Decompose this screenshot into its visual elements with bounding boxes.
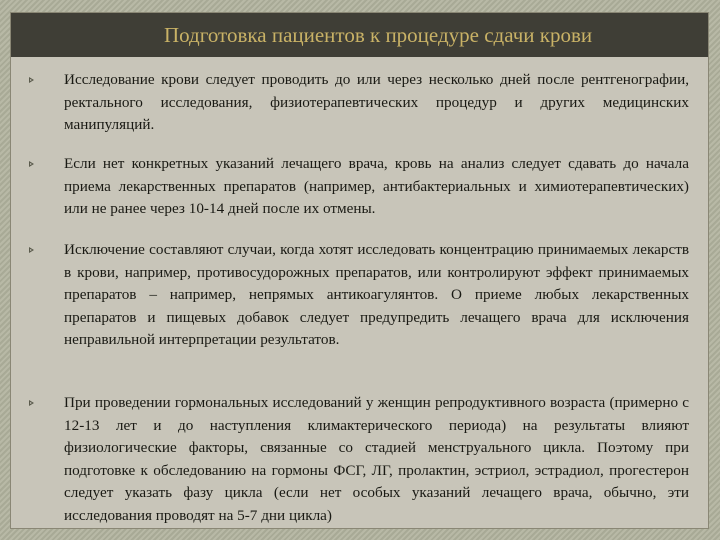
slide-title: Подготовка пациентов к процедуре сдачи крови [164,23,593,47]
bullet-item [29,239,689,352]
bullet-icon [29,400,34,406]
bullet-text: Исключение составляют случаи, когда хотят исследовать концентрацию принимаемых лекарств в крови, например, противосудорожных препаратов, или контролируют эффект принимаемых препаратов – например, непрямых антикоагулянтов. О приеме любых лекарственных препаратов и пищевых добавок следует предупредить лечащего врача для исключения неправильной интерпретации результатов. [64,241,689,348]
bullet-icon [29,77,34,83]
bullet-item [29,153,689,221]
title-bar [11,13,708,57]
bullet-icon [29,247,34,253]
slide-frame [10,12,709,529]
bullet-item [29,392,689,527]
bullet-icon [29,161,34,167]
bullet-text: Если нет конкретных указаний лечащего врача, кровь на анализ следует сдавать до начала приема лекарственных препаратов (например, антибактериальных и химиотерапевтических) или не ранее через 10-14 дней после их отмены. [64,155,689,217]
bullet-text: При проведении гормональных исследований у женщин репродуктивного возраста (примерно с 12-13 лет и до наступления климактерического периода) на результаты влияют физиологические факторы, связанные со стадией менструального цикла. Поэтому при подготовке к обследованию на гормоны ФСГ, ЛГ, пролактин, эстриол, эстрадиол, прогестерон следует указать фазу цикла (если нет особых указаний лечащего врача, обычно, эти исследования проводят на 5-7 дни цикла) [64,394,689,524]
bullet-text: Исследование крови следует проводить до или через несколько дней после рентгенографии, ректального исследования, физиотерапевтических процедур и других медицинских манипуляций. [64,71,689,133]
bullet-item [29,69,689,137]
